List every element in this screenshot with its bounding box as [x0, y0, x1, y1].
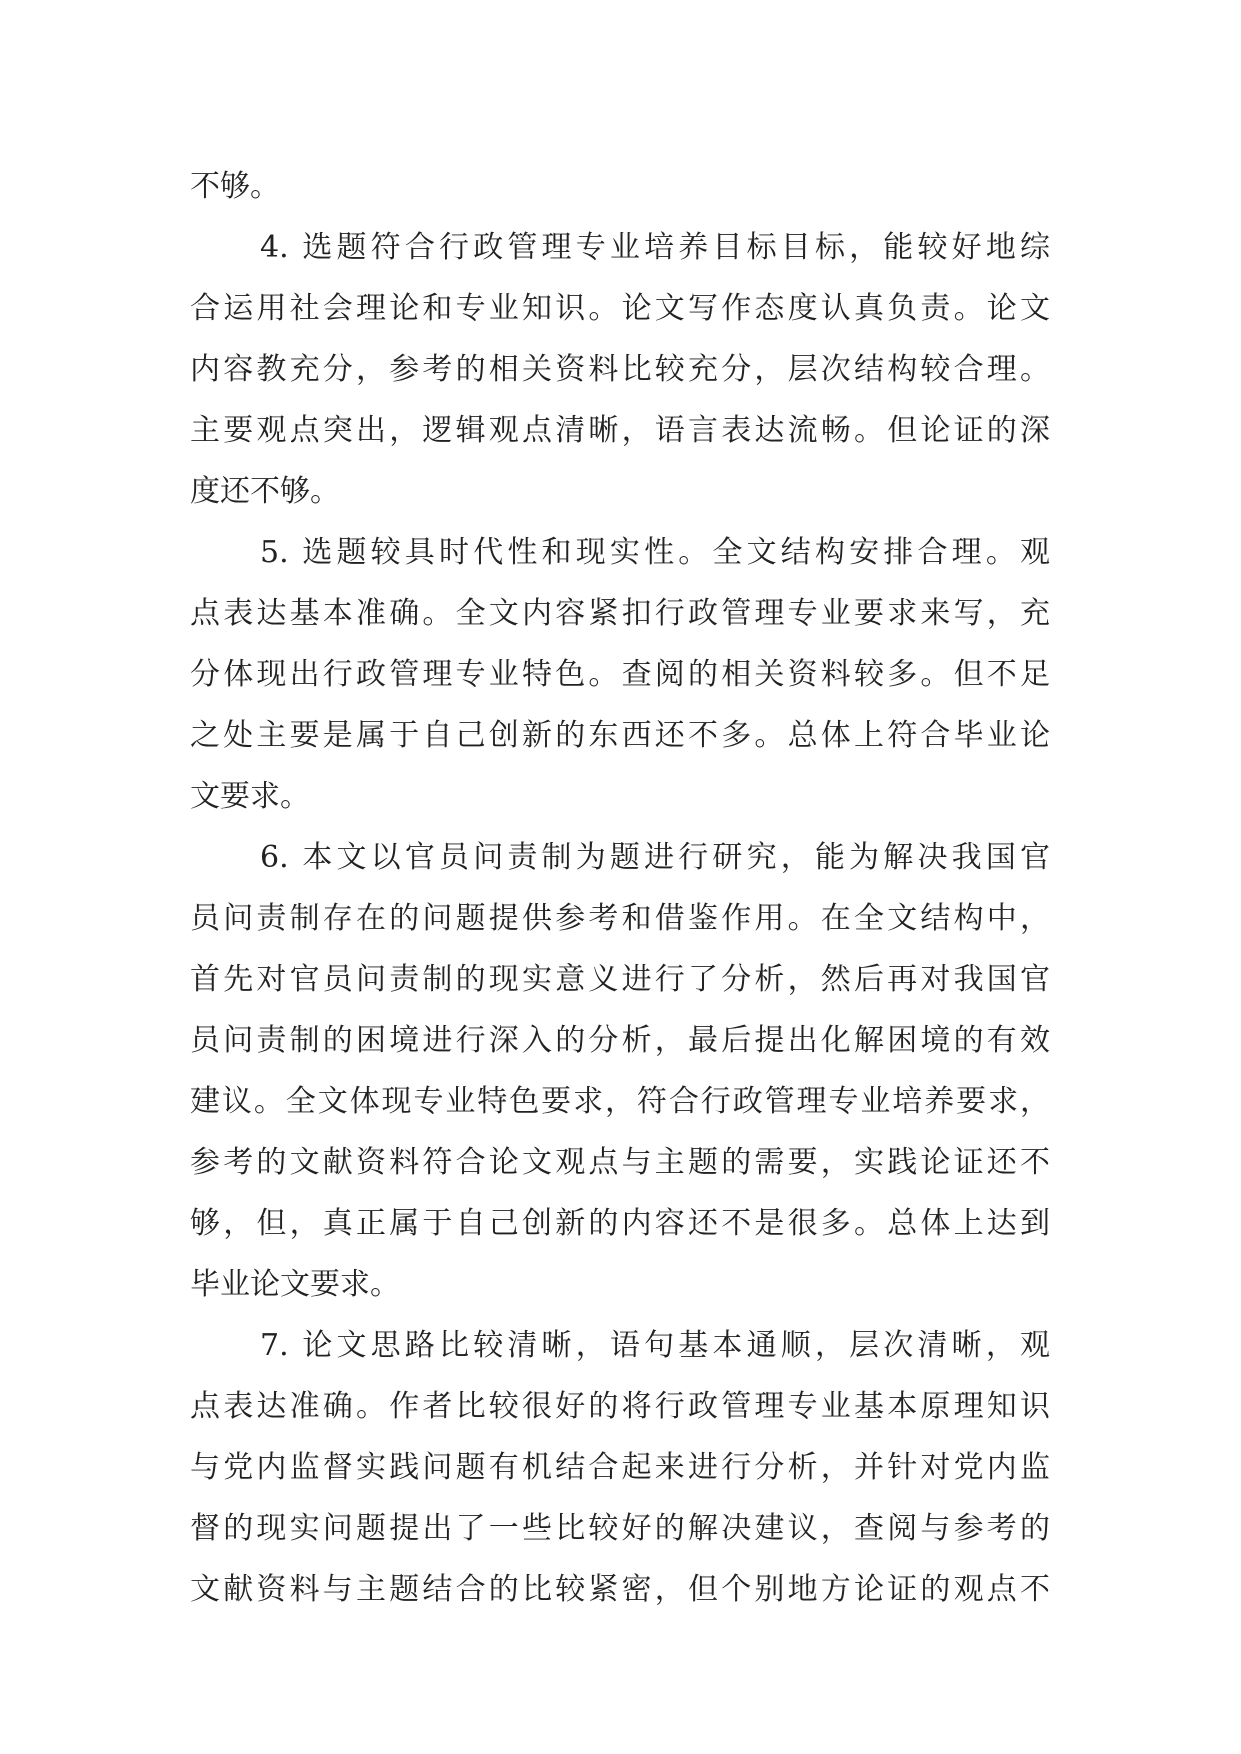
- paragraph-line: 文要求。: [190, 779, 310, 814]
- paragraph-line: 毕业论文要求。: [190, 1267, 400, 1302]
- paragraph-line: 主要观点突出，逻辑观点清晰，语言表达流畅。但论证的深: [190, 413, 1050, 448]
- paragraph-line: 点表达准确。作者比较很好的将行政管理专业基本原理知识: [190, 1389, 1050, 1424]
- paragraph-line: 首先对官员问责制的现实意义进行了分析，然后再对我国官: [190, 962, 1050, 997]
- paragraph-line: 度还不够。: [190, 474, 340, 509]
- paragraph-line: 与党内监督实践问题有机结合起来进行分析，并针对党内监: [190, 1450, 1050, 1485]
- paragraph-line: 建议。全文体现专业特色要求，符合行政管理专业培养要求，: [190, 1084, 1050, 1119]
- paragraph-first-line: 5. 选题较具时代性和现实性。全文结构安排合理。观: [260, 535, 1050, 570]
- paragraph-line: 文献资料与主题结合的比较紧密，但个别地方论证的观点不: [190, 1572, 1050, 1607]
- paragraph-first-line: 6. 本文以官员问责制为题进行研究，能为解决我国官: [260, 840, 1050, 875]
- paragraph-line: 员问责制的困境进行深入的分析，最后提出化解困境的有效: [190, 1023, 1050, 1058]
- paragraph-line: 分体现出行政管理专业特色。查阅的相关资料较多。但不足: [190, 657, 1050, 692]
- paragraph-line: 员问责制存在的问题提供参考和借鉴作用。在全文结构中，: [190, 901, 1050, 936]
- paragraph-first-line: 4. 选题符合行政管理专业培养目标目标，能较好地综: [260, 230, 1050, 265]
- paragraph-line: 点表达基本准确。全文内容紧扣行政管理专业要求来写，充: [190, 596, 1050, 631]
- paragraph-line: 不够。: [190, 169, 280, 204]
- paragraph-line: 之处主要是属于自己创新的东西还不多。总体上符合毕业论: [190, 718, 1050, 753]
- paragraph-line: 合运用社会理论和专业知识。论文写作态度认真负责。论文: [190, 291, 1050, 326]
- paragraph-line: 参考的文献资料符合论文观点与主题的需要，实践论证还不: [190, 1145, 1050, 1180]
- paragraph-line: 够，但，真正属于自己创新的内容还不是很多。总体上达到: [190, 1206, 1050, 1241]
- paragraph-first-line: 7. 论文思路比较清晰，语句基本通顺，层次清晰，观: [260, 1328, 1050, 1363]
- paragraph-line: 内容教充分，参考的相关资料比较充分，层次结构较合理。: [190, 352, 1050, 387]
- paragraph-line: 督的现实问题提出了一些比较好的解决建议，查阅与参考的: [190, 1511, 1050, 1546]
- document-body: [190, 156, 1050, 1620]
